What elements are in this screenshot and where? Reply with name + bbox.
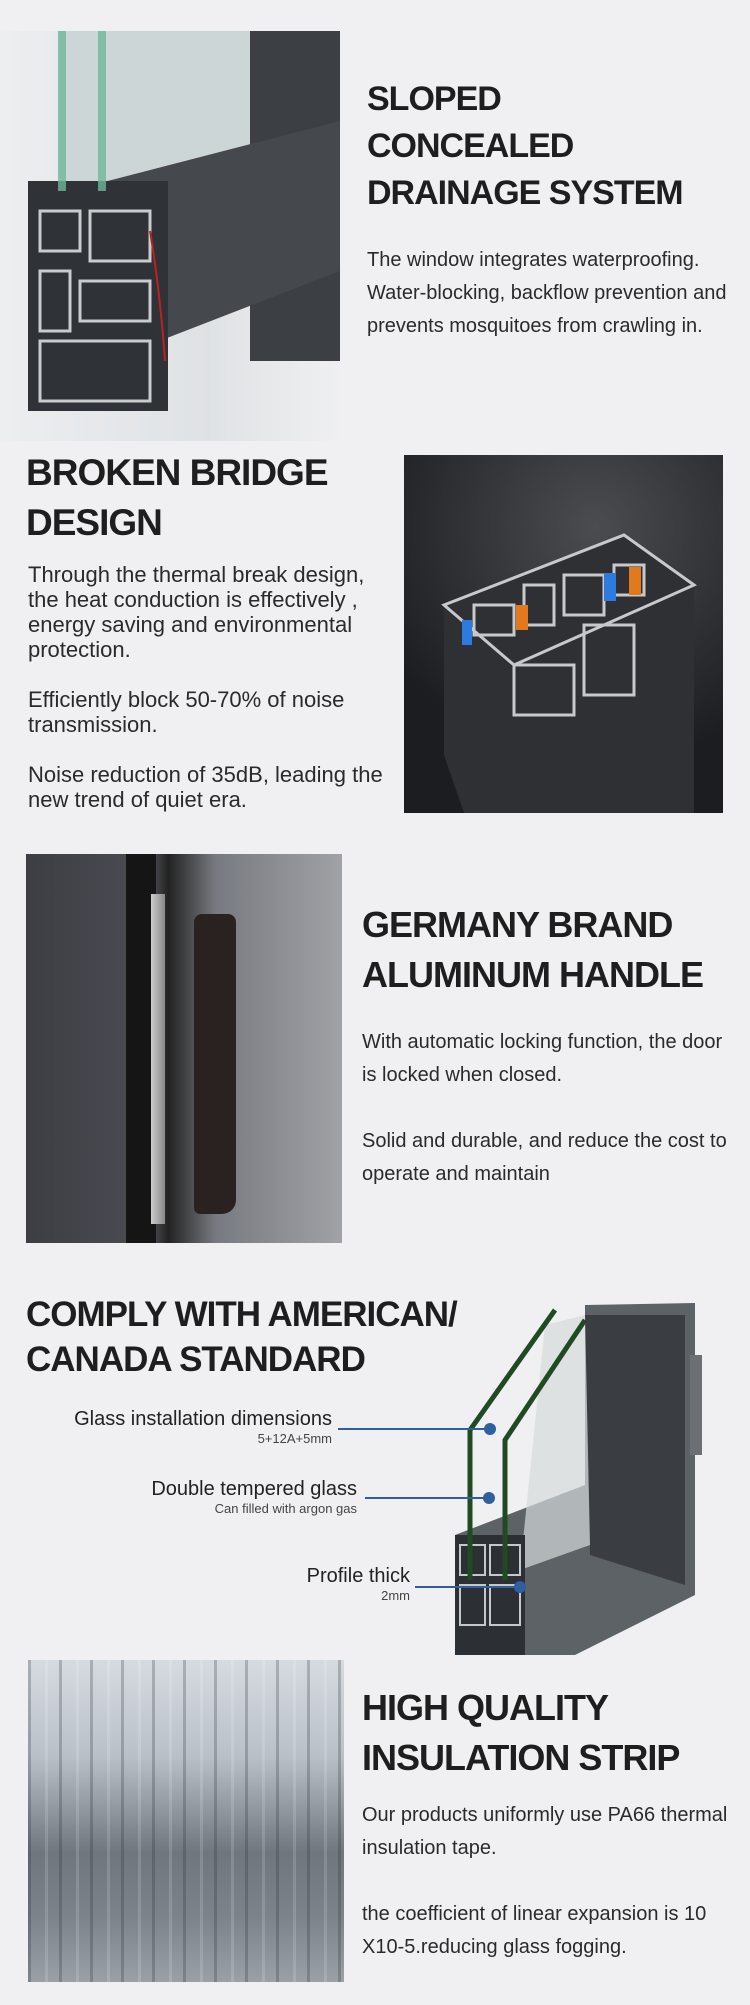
callout-sub: 2mm [381, 1588, 410, 1603]
callout-double-glass [151, 1477, 357, 1516]
section-title-broken-bridge [26, 448, 328, 548]
callout-label: Profile thick [306, 1565, 410, 1587]
paragraph: Our products uniformly use PA66 thermal insulation tape. [362, 1804, 728, 1859]
callout-label: Glass installation dimensions [74, 1408, 332, 1430]
title-line: HIGH QUALITY [362, 1687, 608, 1728]
title-line: CANADA STANDARD [26, 1340, 365, 1379]
title-line: ALUMINUM HANDLE [362, 954, 703, 995]
paragraph: Efficiently block 50-70% of noise transmission. [28, 687, 345, 737]
paragraph: the coefficient of linear expansion is 10 X10-5.reducing glass fogging. [362, 1903, 707, 1958]
callout-dot [514, 1581, 526, 1593]
callout-line [365, 1497, 490, 1499]
window-corner-image [440, 1295, 710, 1655]
title-line: BROKEN BRIDGE [26, 452, 328, 493]
drainage-description: The window integrates waterproofing. Water-blocking, backflow prevention and prevents mosquitoes from crawling in. [367, 249, 727, 337]
insulation-text [362, 1799, 742, 1964]
section-title-handle [362, 900, 703, 1000]
paragraph: Noise reduction of 35dB, leading the new trend of quiet era. [28, 762, 383, 812]
title-line: INSULATION STRIP [362, 1737, 680, 1778]
callout-profile-thick [307, 1564, 410, 1603]
broken-bridge-text [28, 562, 388, 812]
paragraph: Solid and durable, and reduce the cost to operate and maintain [362, 1130, 727, 1185]
section-title-insulation [362, 1683, 679, 1783]
callout-line [415, 1586, 520, 1588]
title-line: COMPLY WITH AMERICAN/ [26, 1295, 457, 1334]
title-line: SLOPED [367, 80, 501, 118]
handle-text [362, 1026, 742, 1191]
title-line: GERMANY BRAND [362, 904, 673, 945]
title-line: CONCEALED [367, 127, 574, 165]
thermal-break-profile-image [404, 455, 723, 813]
callout-glass-dimensions [74, 1407, 332, 1446]
aluminum-handle-image [26, 854, 342, 1243]
callout-line [338, 1428, 490, 1430]
callout-label: Double tempered glass [151, 1478, 357, 1500]
drainage-profile-image [0, 31, 345, 441]
callout-dot [483, 1492, 495, 1504]
title-line: DRAINAGE SYSTEM [367, 174, 683, 212]
callout-sub: Can filled with argon gas [214, 1501, 357, 1516]
paragraph: With automatic locking function, the door is locked when closed. [362, 1031, 723, 1086]
section-title-drainage [367, 76, 683, 217]
callout-dot [484, 1423, 496, 1435]
section-title-standard [26, 1292, 457, 1382]
title-line: DESIGN [26, 502, 162, 543]
paragraph: Through the thermal break design, the heat conduction is effectively , energy saving and environmental protection. [28, 562, 365, 662]
callout-sub: 5+12A+5mm [257, 1431, 332, 1446]
foggy-glass-image [28, 1660, 344, 1982]
